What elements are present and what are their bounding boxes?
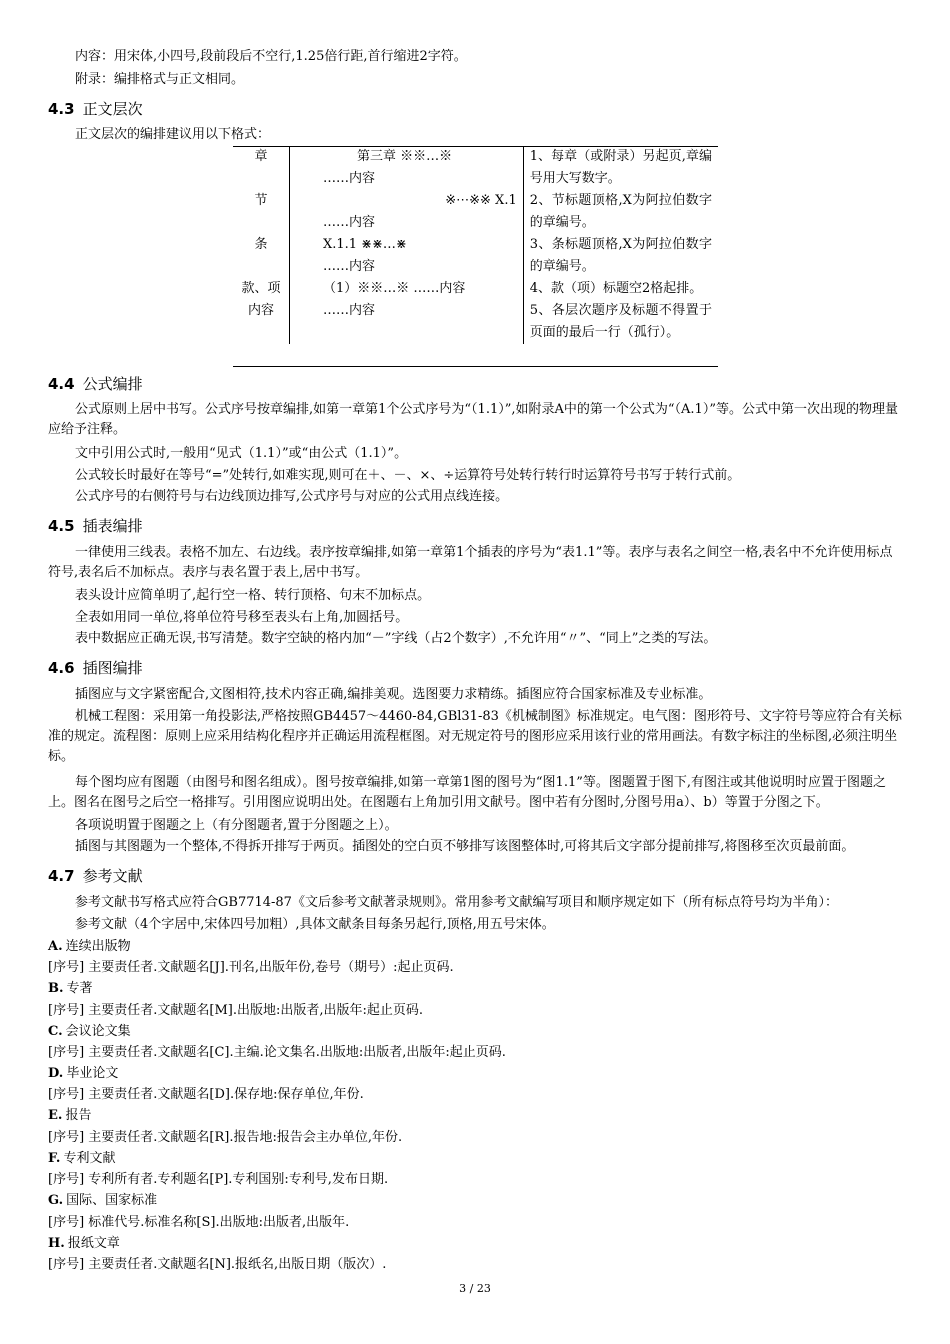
paragraph: 插图与其图题为一个整体,不得拆开排写于两页。插图处的空白页不够排写该图整体时,可将其后文字部分提前排写,将图移至次页最前面。: [75, 839, 855, 854]
reference-format: [序号] 主要责任者.文献题名[J].刊名,出版年份,卷号（期号）:起止页码.: [48, 960, 454, 975]
section-heading-4-5: 4.5 插表编排: [48, 517, 143, 535]
level-note: 4、款（项）标题空2格起排。: [529, 281, 703, 296]
paragraph: 参考文献书写格式应符合GB7714-87《文后参考文献著录规则》。常用参考文献编写项目和顺序规定如下（所有标点符号均为半角）：: [75, 895, 838, 910]
paragraph: 每个图均应有图题（由图号和图名组成）。图号按章编排,如第一章第1图的图号为“图1.1”等。图题置于图下,有图注或其他说明时应置于图题之上。图名在图号之后空一格排写。引用图应说明出处。在图题右上角加引用文献号。图中若有分图时,分图号用a）、b）等置于分图之下。: [48, 775, 887, 810]
reference-type: C. 会议论文集: [48, 1024, 131, 1039]
level-example: （1）※※…※ ……内容: [289, 278, 523, 300]
table-row: [233, 278, 718, 300]
reference-type: E. 报告: [48, 1108, 92, 1123]
reference-type: A. 连续出版物: [48, 939, 131, 954]
paragraph: 公式原则上居中书写。公式序号按章编排,如第一章第1个公式序号为“（1.1）”,如附录A中的第一个公式为“（A.1）”等。公式中第一次出现的物理量应给予注释。: [48, 402, 898, 437]
section-heading-4-7: 4.7 参考文献: [48, 867, 143, 885]
section-heading-4-4: 4.4 公式编排: [48, 375, 143, 393]
reference-type: H. 报纸文章: [48, 1236, 120, 1251]
level-note: 5、各层次题序及标题不得置于页面的最后一行（孤行）。: [529, 303, 712, 340]
reference-format: [序号] 主要责任者.文献题名[D].保存地:保存单位,年份.: [48, 1087, 364, 1102]
page-number: 3 / 23: [459, 1282, 491, 1295]
level-note: 1、每章（或附录）另起页,章编号用大写数字。: [529, 149, 712, 186]
table-row: [233, 146, 718, 190]
level-example: 第三章 ※※…※ ……内容: [289, 146, 523, 190]
table-row: [233, 300, 718, 344]
paragraph: 表中数据应正确无误,书写清楚。数字空缺的格内加“－”字线（占2个数字）,不允许用“〃”、“同上”之类的写法。: [75, 631, 717, 646]
reference-format: [序号] 主要责任者.文献题名[M].出版地:出版者,出版年:起止页码.: [48, 1003, 424, 1018]
paragraph: 正文层次的编排建议用以下格式：: [75, 127, 271, 142]
section-heading-4-3: 4.3 正文层次: [48, 100, 143, 118]
reference-format: [序号] 主要责任者.文献题名[R].报告地:报告会主办单位,年份.: [48, 1130, 403, 1145]
reference-type: B. 专著: [48, 981, 93, 996]
reference-type: D. 毕业论文: [48, 1066, 119, 1081]
paragraph: 文中引用公式时,一般用“见式（1.1）”或“由公式（1.1）”。: [75, 446, 408, 461]
level-label: 章: [233, 146, 289, 190]
paragraph: 附录：编排格式与正文相同。: [75, 72, 245, 87]
level-label: 内容: [233, 300, 289, 344]
paragraph: 机械工程图：采用第一角投影法,严格按照GB4457～4460-84,GBl31-83《机械制图》标准规定。电气图：图形符号、文字符号等应符合有关标准的规定。流程图：原则上应采用结构化程序并正确运用流程框图。对无规定符号的图形应采用该行业的常用画法。有数字标注的坐标图,必须注明坐标。: [48, 709, 902, 764]
level-note: 3、条标题顶格,X为阿拉伯数字的章编号。: [529, 237, 712, 274]
level-label: 条: [233, 234, 289, 278]
table-row: [233, 234, 718, 278]
reference-format: [序号] 主要责任者.文献题名[N].报纸名,出版日期（版次）.: [48, 1257, 387, 1272]
paragraph: 公式较长时最好在等号“=”处转行,如难实现,则可在＋、－、×、÷运算符号处转行转行时运算符号书写于转行式前。: [75, 468, 741, 483]
level-label: 节: [233, 190, 289, 234]
level-note: 2、节标题顶格,X为阿拉伯数字的章编号。: [529, 193, 712, 230]
paragraph: 参考文献（4个字居中,宋体四号加粗）,具体文献条目每条另起行,顶格,用五号宋体。: [75, 917, 555, 932]
paragraph: 一律使用三线表。表格不加左、右边线。表序按章编排,如第一章第1个插表的序号为“表1.1”等。表序与表名之间空一格,表名中不允许使用标点符号,表名后不加标点。表序与表名置于表上,居中书写。: [48, 545, 893, 580]
paragraph: 插图应与文字紧密配合,文图相符,技术内容正确,编排美观。选图要力求精练。插图应符合国家标准及专业标准。: [75, 687, 712, 702]
level-example: ※⋯※※ X.1 ……内容: [289, 190, 523, 234]
paragraph: 各项说明置于图题之上（有分图题者,置于分图题之上）。: [75, 818, 398, 833]
paragraph: 公式序号的右侧符号与右边线顶边排写,公式序号与对应的公式用点线连接。: [75, 489, 509, 504]
level-label: 款、项: [233, 278, 289, 300]
table-bottom-rule: [233, 366, 718, 367]
paragraph: 内容：用宋体,小四号,段前段后不空行,1.25倍行距,首行缩进2字符。: [75, 49, 467, 64]
reference-format: [序号] 专利所有者.专利题名[P].专利国别:专利号,发布日期.: [48, 1172, 389, 1187]
section-heading-4-6: 4.6 插图编排: [48, 659, 143, 677]
table-row: [233, 190, 718, 234]
levels-table: [233, 146, 718, 344]
reference-type: G. 国际、国家标准: [48, 1193, 158, 1208]
level-example: X.1.1 ⋇⋇…⋇ ……内容: [289, 234, 523, 278]
reference-type: F. 专利文献: [48, 1151, 116, 1166]
reference-format: [序号] 主要责任者.文献题名[C].主编.论文集名.出版地:出版者,出版年:起止页码.: [48, 1045, 506, 1060]
paragraph: 表头设计应简单明了,起行空一格、转行顶格、句末不加标点。: [75, 588, 431, 603]
level-example: ……内容: [289, 300, 523, 344]
paragraph: 全表如用同一单位,将单位符号移至表头右上角,加圆括号。: [75, 610, 409, 625]
reference-format: [序号] 标准代号.标准名称[S].出版地:出版者,出版年.: [48, 1215, 350, 1230]
